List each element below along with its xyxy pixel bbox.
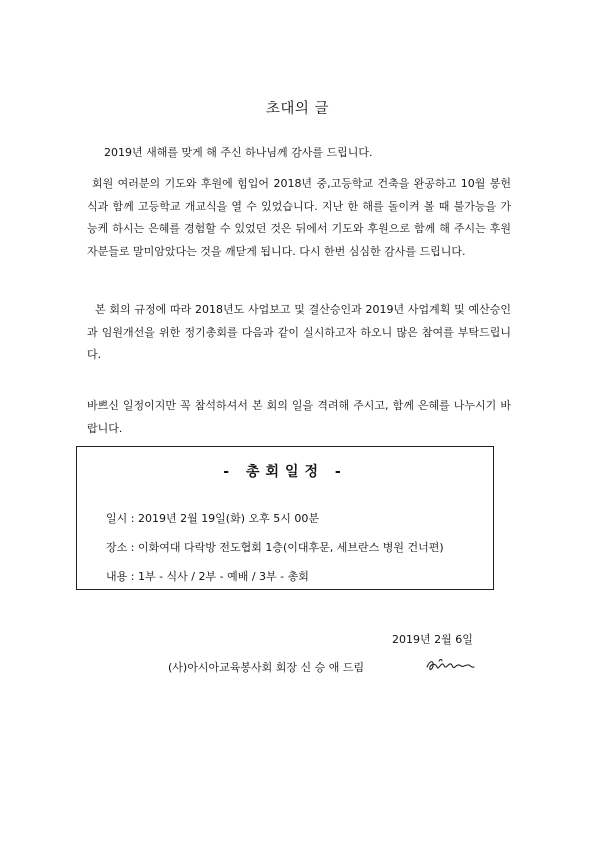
schedule-heading: - 총회일정 -: [223, 464, 347, 480]
schedule-content-row: 내용 : 1부 - 식사 / 2부 - 예배 / 3부 - 총회: [106, 570, 309, 583]
signature-line: (사)아시아교육봉사회 회장 신 승 애 드림: [168, 661, 365, 674]
body-paragraph-2: 본 회의 규정에 따라 2018년도 사업보고 및 결산승인과 2019년 사업계획 및 예산승인과 임원개선을 위한 정기총회를 다음과 같이 실시하고자 하오니 많은 참여를 부탁드립니다.: [87, 303, 511, 361]
handwritten-signature: [424, 655, 476, 677]
body-paragraph-1: 회원 여러분의 기도와 후원에 힘입어 2018년 중,고등학교 건축을 완공하고 10월 봉헌식과 함께 고등학교 개교식을 열 수 있었습니다. 지난 한 해를 돌이켜 볼 때 불가능을 가능케 하시는 은혜를 경험할 수 있었던 것은 뒤에서 기도와 후원으로 함께 해 주시는 후원자분들로 말미암았다는 것을 깨닫게 됩니다. 다시 한번 심심한 감사를 드립니다.: [87, 177, 511, 258]
schedule-place-row: 장소 : 이화여대 다락방 전도협회 1층(이대후문, 세브란스 병원 건너편): [106, 541, 444, 554]
schedule-box: [76, 446, 494, 590]
schedule-date-row: 일시 : 2019년 2월 19일(화) 오후 5시 00분: [106, 512, 320, 525]
letter-date: 2019년 2월 6일: [392, 633, 473, 646]
body-paragraph-3: 바쁘신 일정이지만 꼭 참석하셔서 본 회의 일을 격려해 주시고, 함께 은혜를 나누시기 바랍니다.: [87, 399, 511, 435]
document-title: 초대의 글: [265, 101, 330, 117]
greeting-paragraph: 2019년 새해를 맞게 해 주신 하나님께 감사를 드립니다.: [104, 146, 373, 159]
